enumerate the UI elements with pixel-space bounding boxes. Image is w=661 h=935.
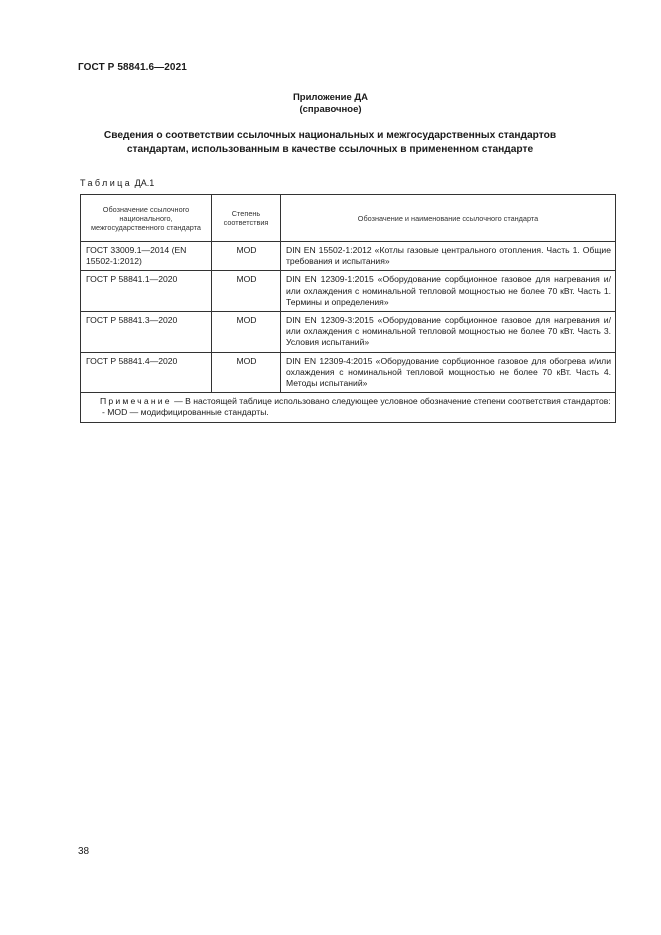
document-code: ГОСТ Р 58841.6—2021 [78,62,187,73]
table-row [81,242,616,271]
table-caption-id: ДА.1 [134,178,155,188]
note-lead: Примечание [100,396,172,407]
cell-reference: DIN EN 12309-3:2015 «Оборудование сорбционное газовое для нагревания и/или охлаждения с номинальной тепловой мощностью не более 70 кВт. Часть 3. Условия испытаний» [281,312,616,353]
table-row [81,352,616,393]
note-text: — В настоящей таблице использовано следующее условное обозначение степени соответствия стандартов: [174,396,611,407]
cell-designation: ГОСТ Р 58841.3—2020 [81,312,212,353]
cell-degree: MOD [212,312,281,353]
cell-degree: MOD [212,271,281,312]
table-note-row [81,393,616,422]
table-row [81,312,616,353]
cell-degree: MOD [212,242,281,271]
section-title: Сведения о соответствии ссылочных национальных и межгосударственных стандартов стандартам, использованным в качестве ссылочных в примененном стандарте [103,130,557,155]
header-designation: Обозначение ссылочного национального, межгосударственного стандарта [81,195,212,242]
table-note [81,393,616,422]
header-degree: Степень соответствия [212,195,281,242]
cell-reference: DIN EN 12309-4:2015 «Оборудование сорбционное газовое для обогрева и/или охлаждения с номинальной тепловой мощностью не более 70 кВт. Часть 4. Методы испытаний» [281,352,616,393]
header-reference: Обозначение и наименование ссылочного стандарта [281,195,616,242]
standards-table [80,194,616,423]
page-number: 38 [78,846,90,857]
cell-reference: DIN EN 15502-1:2012 «Котлы газовые центрального отопления. Часть 1. Общие требования и испытания» [281,242,616,271]
cell-degree: MOD [212,352,281,393]
table-caption-label: Таблица [80,178,133,188]
appendix-subtitle: (справочное) [299,104,362,115]
cell-designation: ГОСТ 33009.1—2014 (EN 15502-1:2012) [81,242,212,271]
note-item: - MOD — модифицированные стандарты. [102,407,269,418]
table-header-row [81,195,616,242]
appendix-title: Приложение ДА [292,92,369,103]
cell-reference: DIN EN 12309-1:2015 «Оборудование сорбционное газовое для нагревания и/или охлаждения с номинальной тепловой мощностью не более 70 кВт. Часть 1. Термины и определения» [281,271,616,312]
table-row [81,271,616,312]
cell-designation: ГОСТ Р 58841.1—2020 [81,271,212,312]
table-caption [80,178,154,188]
cell-designation: ГОСТ Р 58841.4—2020 [81,352,212,393]
